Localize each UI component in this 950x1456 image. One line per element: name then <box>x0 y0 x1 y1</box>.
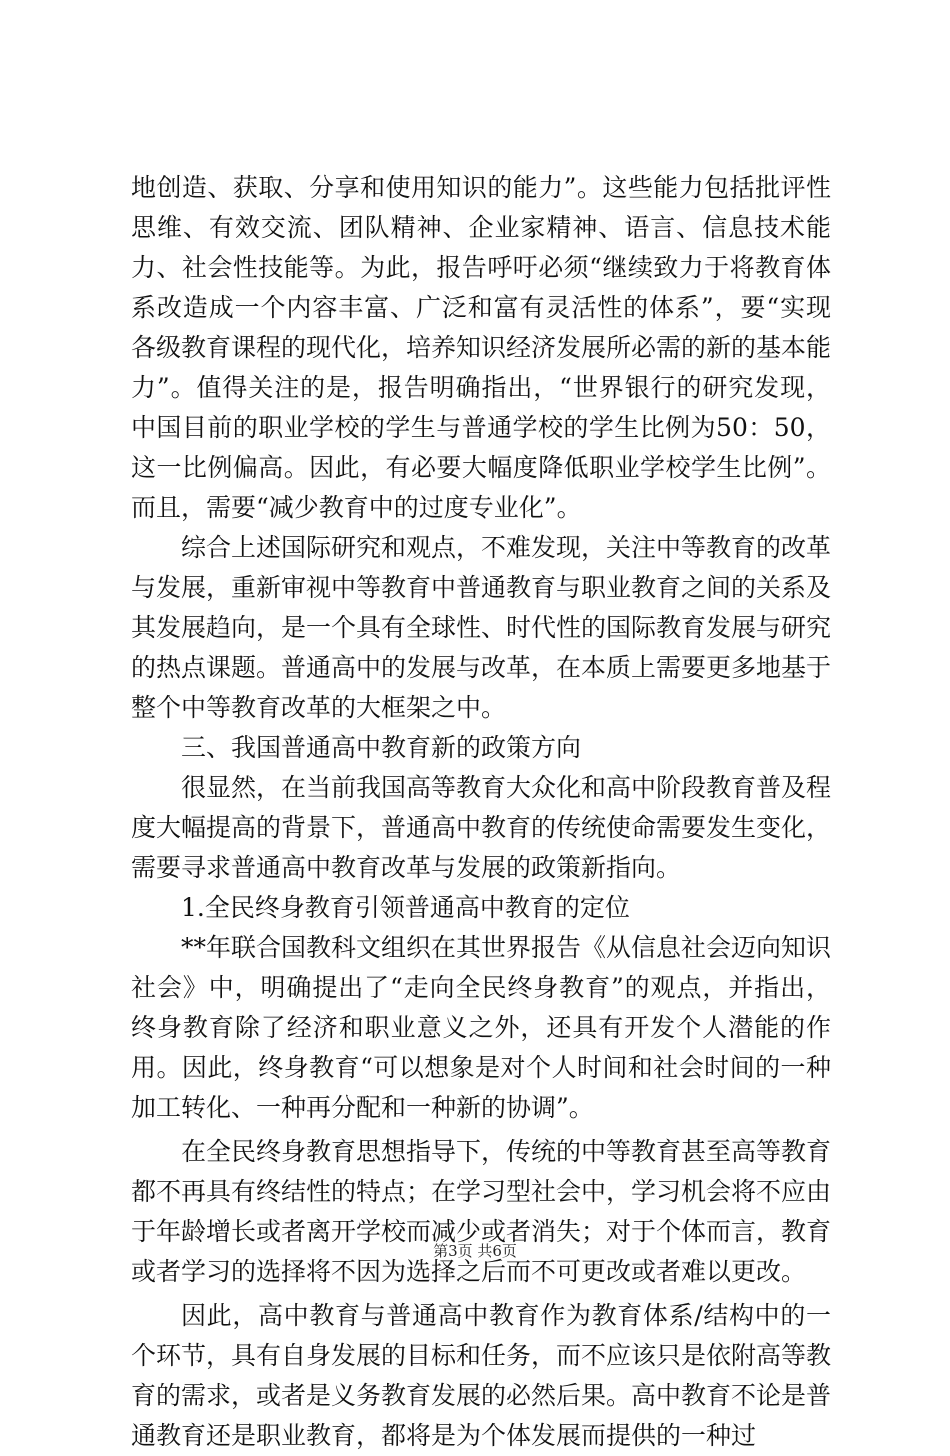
paragraph-international-summary: 综合上述国际研究和观点，不难发现，关注中等教育的改革与发展，重新审视中等教育中普通教育与职业教育之间的关系及其发展趋向，是一个具有全球性、时代性的国际教育发展与研究的热点课题。普通高中的发展与改革，在本质上需要更多地基于整个中等教育改革的大框架之中。 <box>131 533 832 722</box>
document-body <box>131 168 831 1456</box>
section-heading-policy-direction: 三、我国普通高中教育新的政策方向 <box>181 733 582 762</box>
paragraph-high-school-role: 因此，高中教育与普通高中教育作为教育体系/结构中的一个环节，具有自身发展的目标和任务，而不应该只是依附高等教育的需求，或者是义务教育发展的必然后果。高中教育不论是普通教育还是职业教育，都将是为个体发展而提供的一种过 <box>131 1301 832 1450</box>
paragraph-unesco-report: **年联合国教科文组织在其世界报告《从信息社会迈向知识社会》中，明确提出了“走向全民终身教育”的观点，并指出，终身教育除了经济和职业意义之外，还具有开发个人潜能的作用。因此，终身教育“可以想象是对个人时间和社会时间的一种加工转化、一种再分配和一种新的协调”。 <box>131 933 832 1122</box>
paragraph-knowledge-abilities: 地创造、获取、分享和使用知识的能力”。这些能力包括批评性思维、有效交流、团队精神、企业家精神、语言、信息技术能力、社会性技能等。为此，报告呼吁必须“继续致力于将教育体系改造成一个内容丰富、广泛和富有灵活性的体系”，要“实现各级教育课程的现代化，培养知识经济发展所必需的新的基本能力”。值得关注的是，报告明确指出，“世界银行的研究发现，中国目前的职业学校的学生与普通学校的学生比例为50：50，这一比例偏高。因此，有必要大幅度降低职业学校学生比例”。而且，需要“减少教育中的过度专业化”。 <box>131 173 832 522</box>
paragraph-learning-society: 在全民终身教育思想指导下，传统的中等教育甚至高等教育都不再具有终结性的特点；在学习型社会中，学习机会将不应由于年龄增长或者离开学校而减少或者消失；对于个体而言，教育或者学习的选择将不因为选择之后而不可更改或者难以更改。 <box>131 1137 832 1286</box>
page-number: 第3页 共6页 <box>433 1242 517 1260</box>
subsection-heading-lifelong-education: 1.全民终身教育引领普通高中教育的定位 <box>181 893 630 922</box>
paragraph-new-mission: 很显然，在当前我国高等教育大众化和高中阶段教育普及程度大幅提高的背景下，普通高中教育的传统使命需要发生变化，需要寻求普通高中教育改革与发展的政策新指向。 <box>131 773 832 882</box>
page-footer <box>0 1240 950 1261</box>
